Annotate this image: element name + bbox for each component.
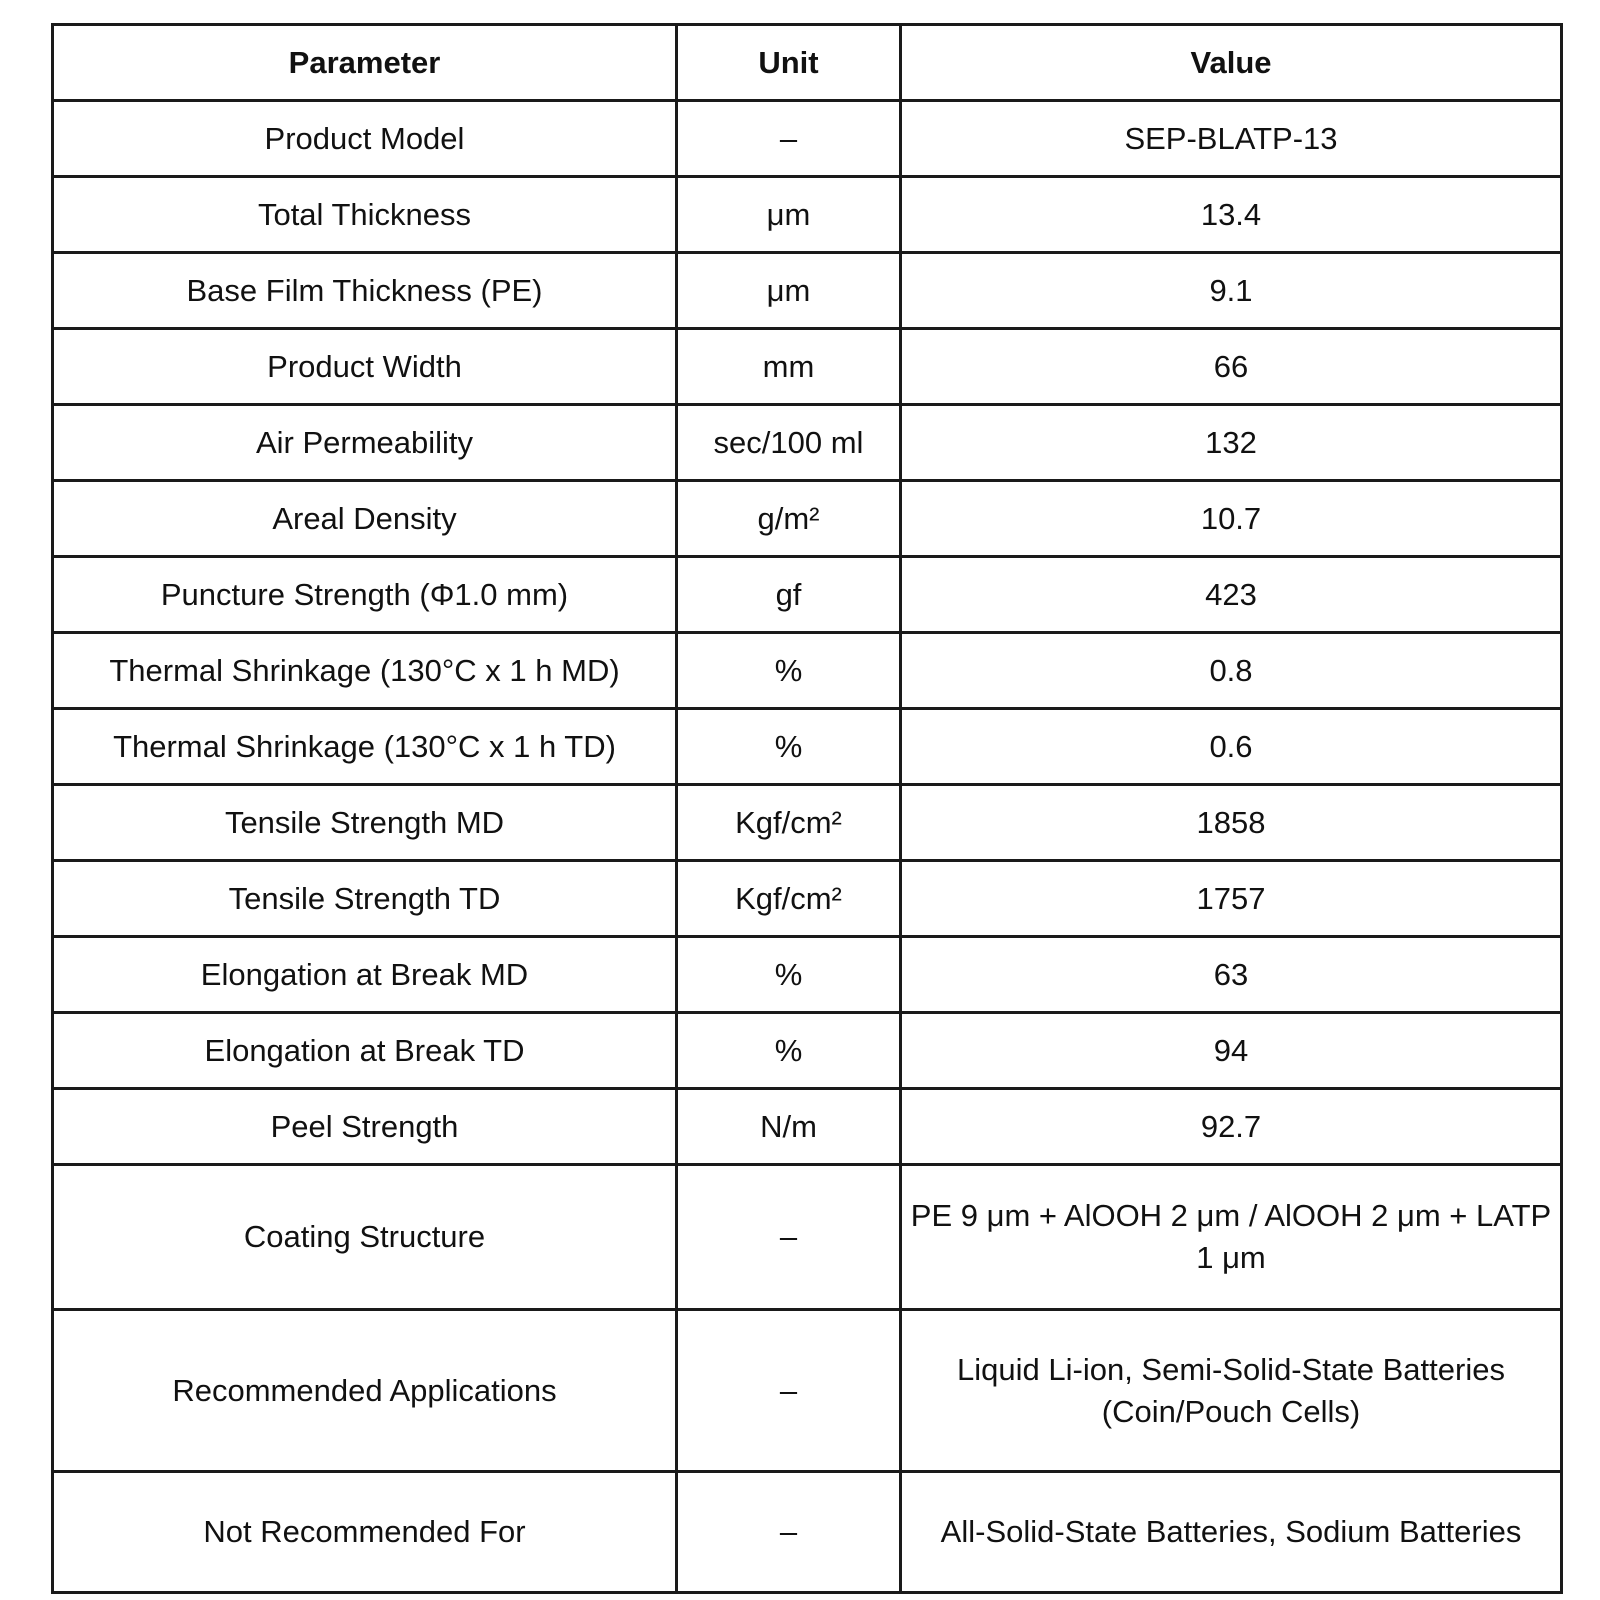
table-row — [53, 1013, 1562, 1089]
table-row — [53, 557, 1562, 633]
unit-cell: – — [677, 1472, 901, 1593]
unit-cell: μm — [677, 177, 901, 253]
value-cell: 10.7 — [901, 481, 1562, 557]
table-row — [53, 1472, 1562, 1593]
parameter-cell: Recommended Applications — [53, 1310, 677, 1472]
parameter-cell: Base Film Thickness (PE) — [53, 253, 677, 329]
value-cell: 132 — [901, 405, 1562, 481]
parameter-cell: Air Permeability — [53, 405, 677, 481]
unit-cell: gf — [677, 557, 901, 633]
table-row — [53, 1165, 1562, 1310]
table-row — [53, 101, 1562, 177]
table-row — [53, 785, 1562, 861]
parameter-cell: Thermal Shrinkage (130°C x 1 h TD) — [53, 709, 677, 785]
unit-cell: mm — [677, 329, 901, 405]
parameter-cell: Peel Strength — [53, 1089, 677, 1165]
parameter-cell: Thermal Shrinkage (130°C x 1 h MD) — [53, 633, 677, 709]
parameter-cell: Elongation at Break MD — [53, 937, 677, 1013]
value-cell: 66 — [901, 329, 1562, 405]
unit-cell: % — [677, 1013, 901, 1089]
unit-cell: sec/100 ml — [677, 405, 901, 481]
value-cell: 63 — [901, 937, 1562, 1013]
unit-cell: Kgf/cm² — [677, 785, 901, 861]
value-cell: All-Solid-State Batteries, Sodium Batteries — [901, 1472, 1562, 1593]
value-cell: 0.6 — [901, 709, 1562, 785]
unit-cell: g/m² — [677, 481, 901, 557]
table-row — [53, 861, 1562, 937]
unit-cell: – — [677, 1165, 901, 1310]
parameter-cell: Areal Density — [53, 481, 677, 557]
table-row — [53, 709, 1562, 785]
parameter-cell: Not Recommended For — [53, 1472, 677, 1593]
header-unit: Unit — [677, 25, 901, 101]
header-value: Value — [901, 25, 1562, 101]
value-cell: 9.1 — [901, 253, 1562, 329]
parameter-cell: Product Width — [53, 329, 677, 405]
table-body — [53, 101, 1562, 1593]
unit-cell: μm — [677, 253, 901, 329]
unit-cell: % — [677, 633, 901, 709]
table-row — [53, 1089, 1562, 1165]
value-cell: SEP-BLATP-13 — [901, 101, 1562, 177]
parameter-cell: Tensile Strength TD — [53, 861, 677, 937]
table-row — [53, 177, 1562, 253]
value-cell: 423 — [901, 557, 1562, 633]
unit-cell: % — [677, 937, 901, 1013]
table-row — [53, 633, 1562, 709]
spec-table — [51, 23, 1563, 1594]
unit-cell: – — [677, 101, 901, 177]
unit-cell: % — [677, 709, 901, 785]
parameter-cell: Coating Structure — [53, 1165, 677, 1310]
unit-cell: Kgf/cm² — [677, 861, 901, 937]
parameter-cell: Product Model — [53, 101, 677, 177]
parameter-cell: Total Thickness — [53, 177, 677, 253]
value-cell: 1858 — [901, 785, 1562, 861]
value-cell: 0.8 — [901, 633, 1562, 709]
table-row — [53, 937, 1562, 1013]
value-cell: 92.7 — [901, 1089, 1562, 1165]
parameter-cell: Elongation at Break TD — [53, 1013, 677, 1089]
table-header — [53, 25, 1562, 101]
value-cell: Liquid Li-ion, Semi-Solid-State Batteries (Coin/Pouch Cells) — [901, 1310, 1562, 1472]
value-cell: 13.4 — [901, 177, 1562, 253]
unit-cell: – — [677, 1310, 901, 1472]
table-row — [53, 329, 1562, 405]
value-cell: 94 — [901, 1013, 1562, 1089]
value-cell: 1757 — [901, 861, 1562, 937]
parameter-cell: Tensile Strength MD — [53, 785, 677, 861]
table-row — [53, 253, 1562, 329]
table-row — [53, 1310, 1562, 1472]
table-row — [53, 405, 1562, 481]
header-parameter: Parameter — [53, 25, 677, 101]
header-row — [53, 25, 1562, 101]
value-cell: PE 9 μm + AlOOH 2 μm / AlOOH 2 μm + LATP 1 μm — [901, 1165, 1562, 1310]
table-row — [53, 481, 1562, 557]
parameter-cell: Puncture Strength (Φ1.0 mm) — [53, 557, 677, 633]
unit-cell: N/m — [677, 1089, 901, 1165]
